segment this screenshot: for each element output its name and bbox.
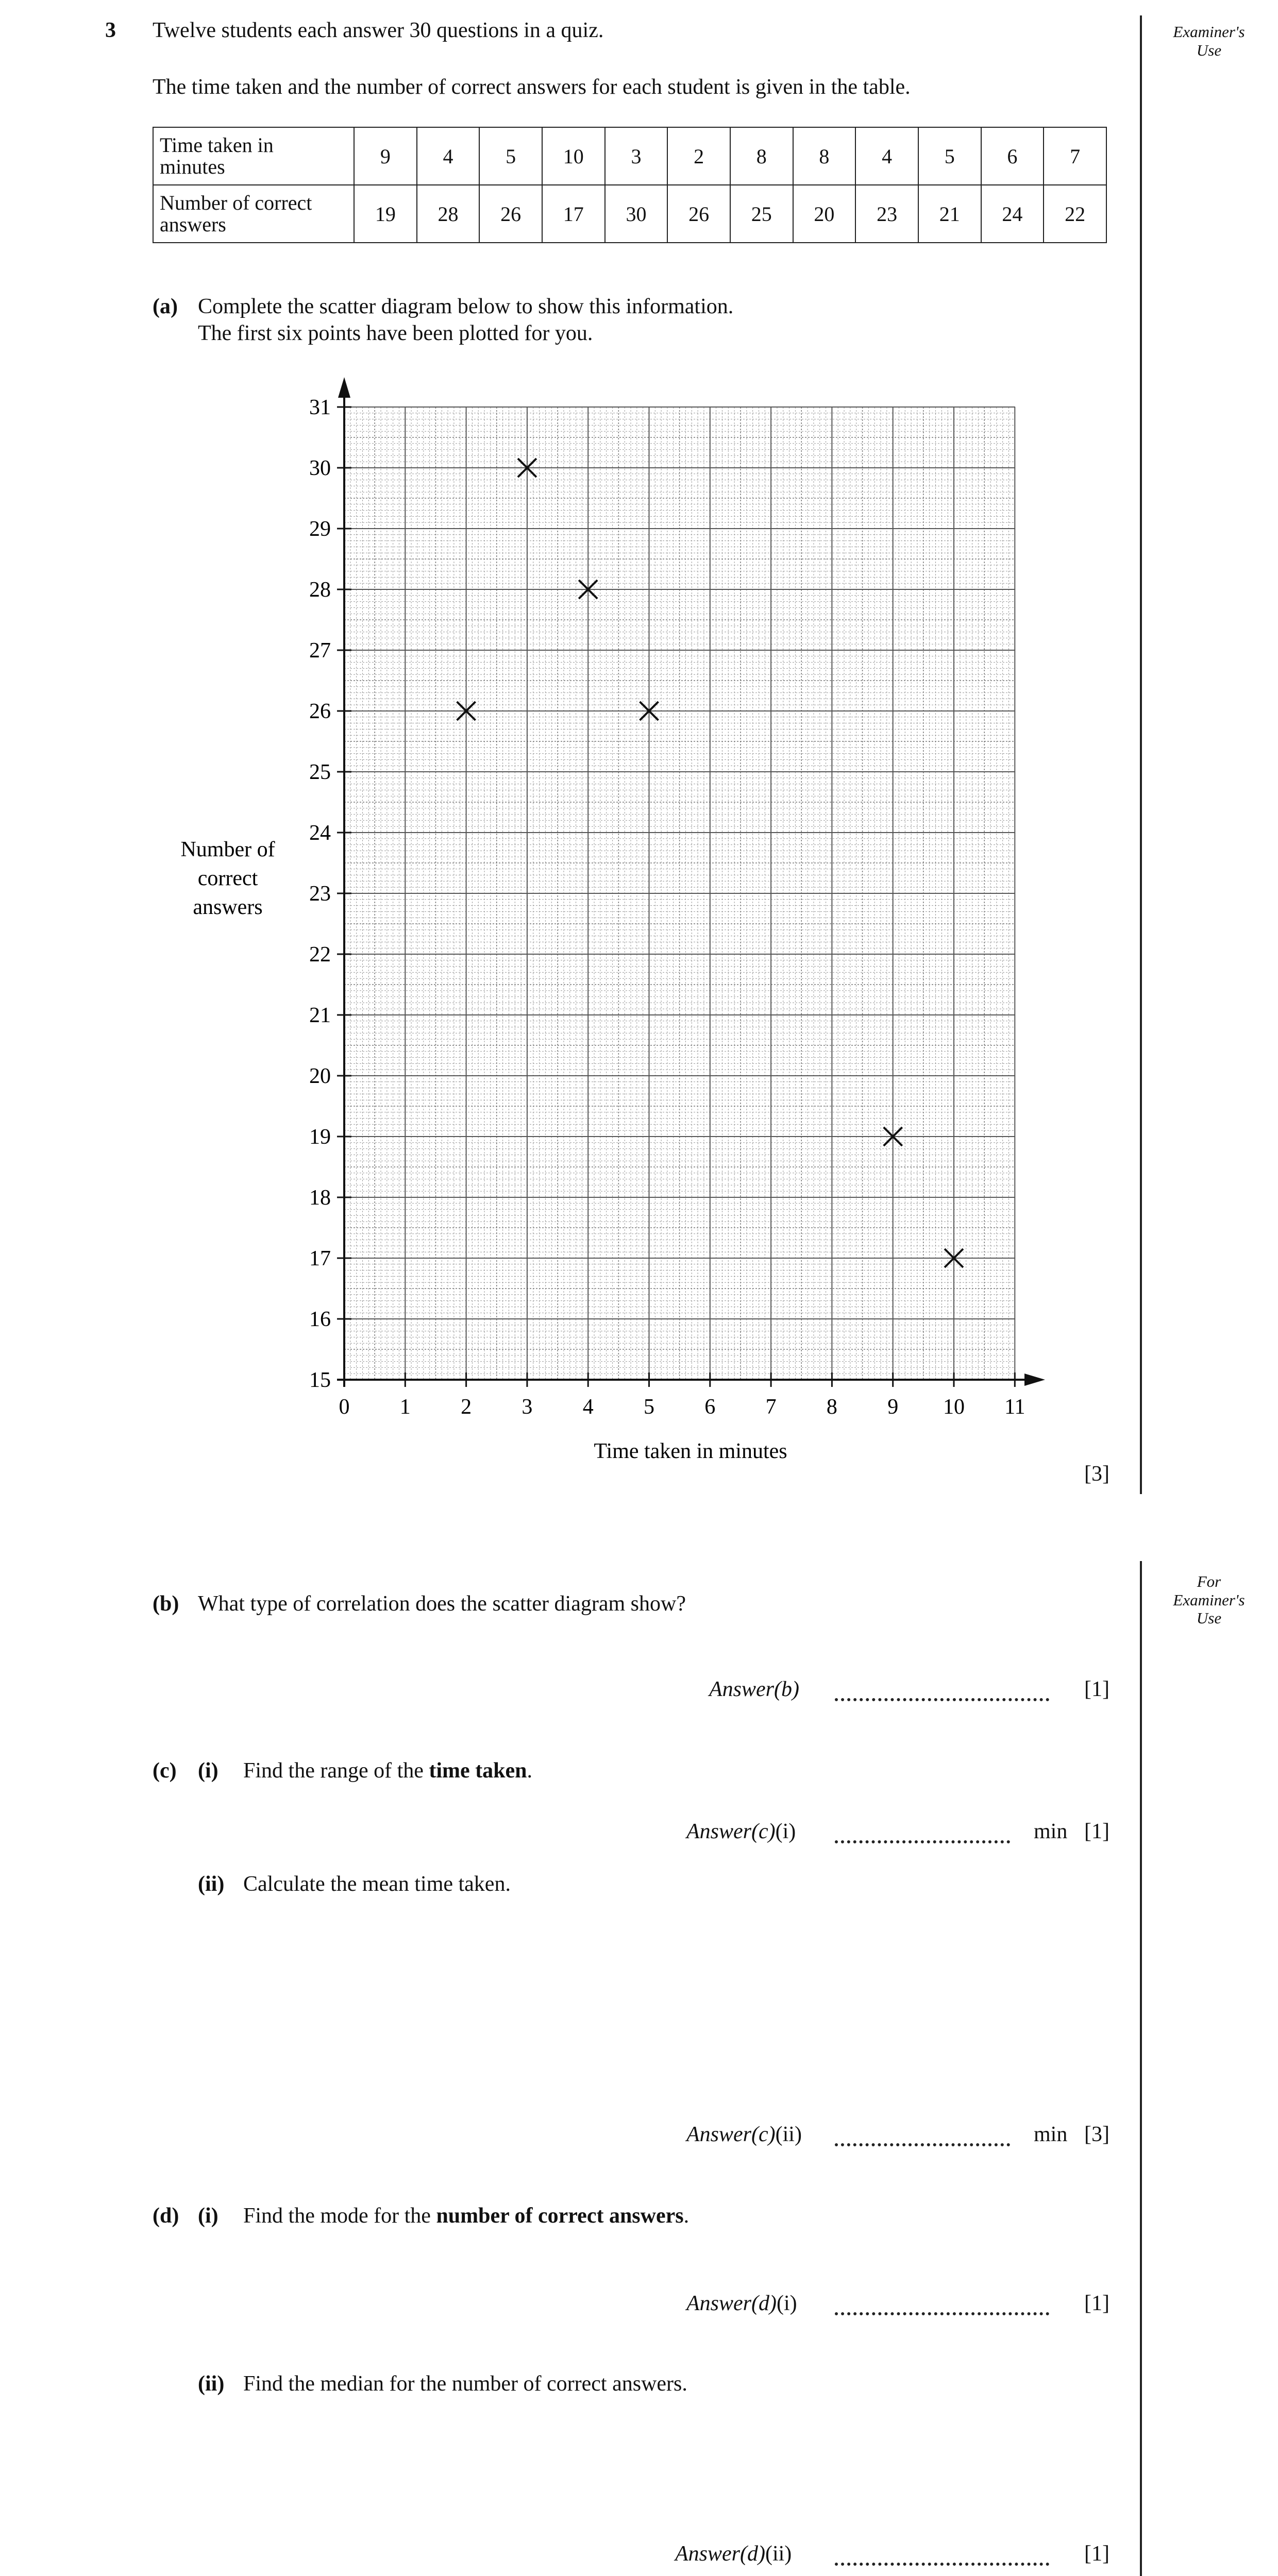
part-c-i-answer-line[interactable]	[835, 1840, 1010, 1843]
table-row-correct	[153, 185, 1106, 243]
y-axis-label-line2: correct	[197, 867, 258, 890]
part-b-label: (b)	[153, 1592, 179, 1616]
x-tick-label: 11	[1004, 1395, 1025, 1419]
x-tick-label: 1	[399, 1395, 411, 1419]
x-tick-label: 0	[339, 1395, 350, 1419]
part-d-ii-answer-label	[675, 2541, 792, 2567]
part-c-i-marks: [1]	[1084, 1820, 1109, 1843]
y-tick-label: 17	[309, 1247, 331, 1270]
part-d-ii-label: (ii)	[198, 2372, 225, 2396]
examiner-note-line: Use	[1196, 41, 1222, 59]
y-tick-label: 27	[309, 639, 331, 663]
label-italic: Answer(c)	[686, 2123, 776, 2146]
y-tick-label: 24	[309, 821, 331, 845]
part-c-ii-answer-line[interactable]	[835, 2143, 1010, 2146]
text-segment-bold: number of correct answers	[436, 2204, 684, 2228]
part-c-label: (c)	[153, 1759, 177, 1783]
part-b-marks: [1]	[1084, 1677, 1109, 1701]
data-table	[153, 127, 1107, 243]
tick-labels	[309, 396, 1025, 1419]
y-tick-label: 26	[309, 700, 331, 723]
part-c-i-label: (i)	[198, 1759, 218, 1783]
examiner-note-line: Examiner's	[1173, 23, 1245, 41]
part-d-ii-text: Find the median for the number of correct answers.	[243, 2372, 687, 2396]
part-d-label: (d)	[153, 2204, 179, 2228]
label-italic: Answer(d)	[686, 2292, 777, 2315]
part-a-line2: The first six points have been plotted for you.	[198, 321, 593, 345]
table-cell-time: 2	[667, 127, 730, 185]
part-d-i-answer-label	[686, 2291, 797, 2316]
table-cell-time: 5	[479, 127, 542, 185]
y-tick-label: 18	[309, 1186, 331, 1210]
part-d-i-text	[243, 2203, 689, 2229]
y-tick-label: 21	[309, 1004, 331, 1027]
y-tick-label: 31	[309, 396, 331, 419]
part-c-i-text	[243, 1758, 532, 1784]
y-tick-label: 28	[309, 578, 331, 602]
table-intro: The time taken and the number of correct answers for each student is given in the table.	[153, 75, 911, 99]
table-cell-time: 9	[354, 127, 417, 185]
x-tick-label: 3	[522, 1395, 533, 1419]
examiner-margin-line-bottom	[1140, 1561, 1142, 2576]
table-row-header-correct	[153, 185, 354, 243]
part-d-i-label: (i)	[198, 2204, 218, 2228]
text-segment: .	[683, 2204, 690, 2228]
table-cell-correct: 19	[354, 185, 417, 243]
table-cell-time: 5	[918, 127, 981, 185]
y-tick-label: 15	[309, 1368, 331, 1392]
table-cell-correct: 24	[981, 185, 1044, 243]
label-roman: (i)	[776, 2292, 797, 2315]
x-axis-arrow	[1024, 1374, 1045, 1386]
x-tick-label: 10	[943, 1395, 965, 1419]
part-c-i-answer-label	[686, 1819, 796, 1844]
part-b-answer-line[interactable]	[835, 1698, 1049, 1701]
part-d-ii-marks: [1]	[1084, 2542, 1109, 2566]
part-a-line1: Complete the scatter diagram below to show this information.	[198, 295, 734, 318]
part-b-answer-label: Answer(b)	[709, 1677, 799, 1701]
table-cell-correct: 21	[918, 185, 981, 243]
x-tick-label: 2	[461, 1395, 472, 1419]
table-cell-correct: 30	[605, 185, 668, 243]
part-a-marks: [3]	[1084, 1462, 1109, 1486]
part-d-i-marks: [1]	[1084, 2292, 1109, 2315]
x-tick-label: 8	[826, 1395, 837, 1419]
table-cell-time: 4	[855, 127, 918, 185]
text-segment-bold: time taken	[429, 1759, 527, 1783]
table-cell-time: 3	[605, 127, 668, 185]
part-d-ii-answer-line[interactable]	[835, 2563, 1049, 2566]
x-axis-label: Time taken in minutes	[594, 1439, 787, 1463]
part-c-ii-answer-label	[686, 2122, 802, 2147]
header-line: Time taken in	[160, 133, 274, 157]
header-line: Number of correct	[160, 191, 312, 214]
x-tick-label: 5	[644, 1395, 654, 1419]
header-line: answers	[160, 213, 226, 236]
examiner-note-line: Examiner's	[1173, 1590, 1245, 1609]
y-tick-label: 22	[309, 943, 331, 967]
table-cell-correct: 17	[542, 185, 605, 243]
table-cell-correct: 20	[793, 185, 856, 243]
part-c-i-unit: min	[1034, 1820, 1068, 1843]
y-tick-label: 16	[309, 1308, 331, 1331]
x-tick-label: 9	[887, 1395, 899, 1419]
scatter-diagram[interactable]	[0, 361, 1278, 1546]
label-roman: (ii)	[775, 2123, 802, 2146]
table-cell-correct: 23	[855, 185, 918, 243]
y-tick-label: 25	[309, 760, 331, 784]
text-segment: Find the range of the	[243, 1759, 429, 1783]
part-c-ii-label: (ii)	[198, 1872, 225, 1896]
text-segment: .	[527, 1759, 533, 1783]
y-tick-label: 19	[309, 1125, 331, 1149]
y-axis-arrow	[338, 377, 350, 398]
x-tick-label: 6	[704, 1395, 716, 1419]
label-roman: (i)	[775, 1820, 796, 1843]
label-italic: Answer(c)	[686, 1820, 776, 1843]
y-axis-label-line3: answers	[193, 895, 263, 919]
table-cell-time: 4	[417, 127, 480, 185]
examiner-note-line: Use	[1196, 1609, 1222, 1628]
y-tick-label: 20	[309, 1064, 331, 1088]
examiner-use-note-second	[1152, 1572, 1266, 1628]
y-tick-label: 30	[309, 456, 331, 480]
examiner-use-note-top	[1152, 23, 1266, 59]
part-d-i-answer-line[interactable]	[835, 2312, 1049, 2315]
table-cell-correct: 26	[667, 185, 730, 243]
table-row-header-time	[153, 127, 354, 185]
header-line: minutes	[160, 155, 225, 178]
y-tick-label: 23	[309, 882, 331, 906]
examiner-note-line: For	[1197, 1572, 1221, 1590]
y-tick-label: 29	[309, 517, 331, 541]
table-cell-correct: 25	[730, 185, 793, 243]
part-a-label: (a)	[153, 295, 178, 318]
table-cell-time: 6	[981, 127, 1044, 185]
label-italic: Answer(d)	[675, 2542, 765, 2566]
text-segment: Find the mode for the	[243, 2204, 436, 2228]
table-cell-time: 8	[793, 127, 856, 185]
part-c-ii-text: Calculate the mean time taken.	[243, 1872, 511, 1896]
table-cell-time: 7	[1044, 127, 1106, 185]
table-cell-correct: 22	[1044, 185, 1106, 243]
part-c-ii-unit: min	[1034, 2123, 1068, 2146]
table-cell-correct: 26	[479, 185, 542, 243]
question-intro: Twelve students each answer 30 questions in a quiz.	[153, 19, 604, 42]
question-number: 3	[105, 19, 116, 42]
x-tick-label: 4	[582, 1395, 594, 1419]
part-b-text: What type of correlation does the scatter diagram show?	[198, 1592, 686, 1616]
table-row-time	[153, 127, 1106, 185]
table-cell-correct: 28	[417, 185, 480, 243]
table-cell-time: 10	[542, 127, 605, 185]
table-cell-time: 8	[730, 127, 793, 185]
x-tick-label: 7	[765, 1395, 777, 1419]
part-c-ii-marks: [3]	[1084, 2123, 1109, 2146]
y-axis-label-line1: Number of	[180, 838, 275, 861]
label-roman: (ii)	[765, 2542, 792, 2566]
